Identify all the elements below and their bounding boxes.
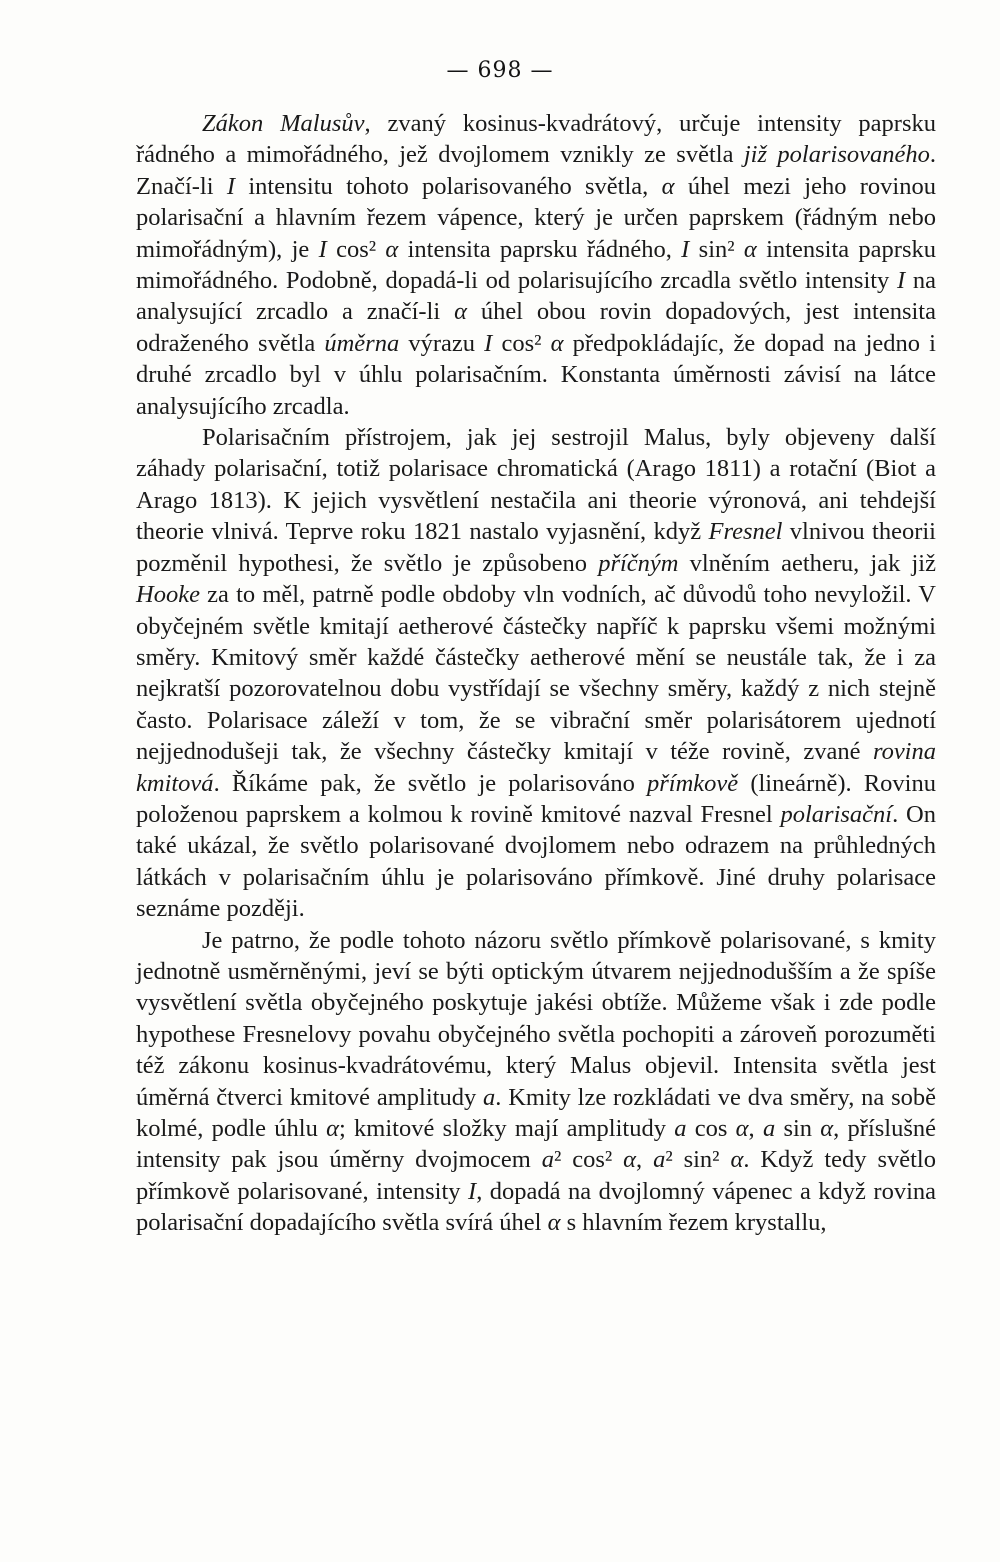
paragraph-2: Polarisačním přístrojem, jak jej sestrojil Malus, byly objeveny další záhady polarisační, totiž polarisace chromatická (Arago 1811) a rotační (Biot a Arago 1813). K jejich vysvětlení nestačila ani theorie výronová, ani tehdejší theorie vlnivá. Teprve roku 1821 nastalo vyjasnění, když Fresnel vlnivou theorii pozměnil hypothesi, že světlo je způsobeno příčným vlněním aetheru, jak již Hooke za to měl, patrně podle obdoby vln vodních, ač důvodů toho nevyložil. V obyčejném světle kmitají aetherové částečky napříč k paprsku všemi možnými směry. Kmitový směr každé částečky aetherové mění se neustále tak, že i za nejkratší pozorovatelnou dobu vystřídají se všechny směry, každý z nich stejně často. Polarisace záleží v tom, že se vibrační směr polarisátorem ujednotí nejjednodušeji tak, že všechny částečky kmitají v téže rovině, zvané rovina kmitová. Říkáme pak, že světlo je polarisováno přímkově (lineárně). Rovinu položenou paprskem a kolmou k rovině kmitové nazval Fresnel polarisační. On také ukázal, že světlo polarisované dvojlomem nebo odrazem na průhledných látkách v polarisačním úhlu je polarisováno přímkově. Jiné druhy polarisace seznáme později. (136, 424, 936, 923)
body-text (136, 108, 936, 1239)
page-number: — 698 — (446, 58, 554, 83)
paragraph-1: Zákon Malusův, zvaný kosinus-kvadrátový, určuje intensity paprsku řádného a mimořádného, jež dvojlomem vznikly ze světla již polarisovaného. Značí-li I intensitu tohoto polarisovaného světla, α úhel mezi jeho rovinou polarisační a hlavním řezem vápence, který je určen paprskem (řádným nebo mimořádným), je I cos² α intensita paprsku řádného, I sin² α intensita paprsku mimořádného. Podobně, dopadá-li od polarisujícího zrcadla světlo intensity I na analysující zrcadlo a značí-li α úhel obou rovin dopadových, jest intensita odraženého světla úměrna výrazu I cos² α předpokládajíc, že dopad na jedno i druhé zrcadlo byl v úhlu polarisačním. Konstanta úměrnosti závisí na látce analysujícího zrcadla. (136, 110, 937, 420)
paragraph-3: Je patrno, že podle tohoto názoru světlo přímkově polarisované, s kmity jednotně usměrněnými, jeví se býti optickým útvarem nejjednodušším a že spíše vysvětlení světla obyčejného poskytuje jakési obtíže. Můžeme však i zde podle hypothese Fresnelovy povahu obyčejného světla pochopiti a zároveň porozuměti též zákonu kosinus-kvadrátovému, který Malus objevil. Intensita světla jest úměrná čtverci kmitové amplitudy a. Kmity lze rozkládati ve dva směry, na sobě kolmé, podle úhlu α; kmitové složky mají amplitudy a cos α, a sin α, příslušné intensity pak jsou úměrny dvojmocem a² cos² α, a² sin² α. Když tedy světlo přímkově polarisované, intensity I, dopadá na dvojlomný vápenec a když rovina polarisační dopadajícího světla svírá úhel α s hlavním řezem krystallu, (136, 926, 937, 1237)
